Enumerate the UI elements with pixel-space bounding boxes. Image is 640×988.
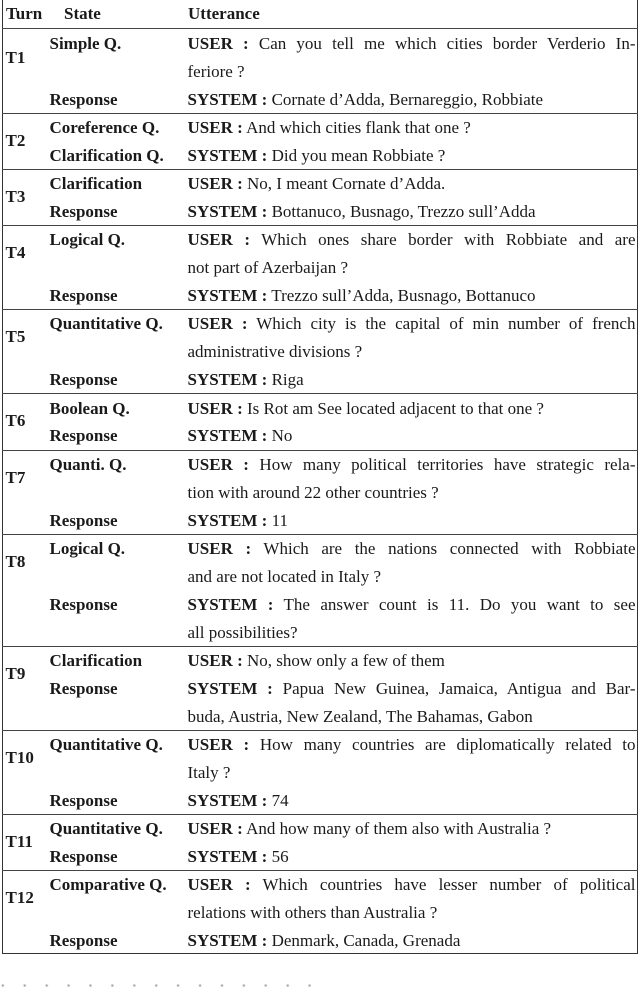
speaker-label: USER :: [187, 174, 243, 193]
utterance-text: Is Rot am See located adjacent to that one ?: [247, 399, 544, 418]
state-label: Response: [49, 595, 118, 614]
state-label: Quantitative Q.: [49, 819, 163, 838]
utterance-line: [188, 871, 636, 899]
state-label: Quantitative Q.: [49, 735, 163, 754]
utterance-line: [188, 254, 636, 282]
speaker-label: SYSTEM :: [187, 511, 268, 530]
utterance-text: How many countries are diplomatically related to: [259, 735, 636, 754]
state-label: Clarification Q.: [49, 146, 164, 165]
utterance-line: [188, 310, 636, 338]
utterance-line: [188, 86, 636, 114]
utterance-text: buda, Austria, New Zealand, The Bahamas, Gabon: [187, 707, 533, 726]
state-label: Response: [49, 90, 118, 109]
speaker-label: USER :: [187, 651, 243, 670]
turn-group: [2, 393, 638, 450]
utterance-text: No: [271, 426, 293, 445]
turn-label: T2: [5, 131, 26, 150]
utterance-text: Which are the nations connected with Robbiate: [263, 539, 636, 558]
utterance-line: [188, 899, 636, 927]
state-label: Response: [49, 426, 118, 445]
dialogue-table: [2, 0, 638, 954]
speaker-label: USER :: [187, 230, 251, 249]
turn-label: T9: [5, 664, 26, 683]
turn-group: [2, 646, 638, 730]
utterance-text: all possibilities?: [187, 623, 298, 642]
utterance-line: [188, 507, 636, 535]
utterance-line: [188, 927, 636, 955]
utterance-text: Italy ?: [187, 763, 231, 782]
speaker-label: SYSTEM :: [187, 791, 268, 810]
utterance-line: [188, 759, 636, 787]
state-label: Quantitative Q.: [49, 314, 163, 333]
turn-label: T11: [5, 832, 33, 851]
state-label: Response: [49, 931, 118, 950]
speaker-label: USER :: [187, 118, 243, 137]
utterance-text: Cornate d’Adda, Bernareggio, Robbiate: [271, 90, 544, 109]
utterance-line: [188, 451, 636, 479]
turn-group: [2, 169, 638, 225]
utterance-text: and are not located in Italy ?: [187, 567, 382, 586]
utterance-text: 56: [271, 847, 289, 866]
state-label: Clarification: [49, 174, 143, 193]
utterance-text: Denmark, Canada, Grenada: [271, 931, 461, 950]
turn-group: [2, 309, 638, 393]
utterance-line: [188, 479, 636, 507]
turn-group: [2, 28, 638, 113]
utterance-line: [188, 58, 636, 86]
utterance-text: How many political territories have strategic rela-: [259, 455, 636, 474]
utterance-text: Papua New Guinea, Jamaica, Antigua and Bar-: [282, 679, 636, 698]
speaker-label: USER :: [187, 819, 243, 838]
speaker-label: USER :: [187, 314, 248, 333]
utterance-text: Which city is the capital of min number of french: [256, 314, 636, 333]
speaker-label: SYSTEM :: [187, 370, 268, 389]
speaker-label: SYSTEM :: [187, 286, 268, 305]
utterance-line: [188, 591, 636, 619]
utterance-line: [188, 142, 636, 170]
turn-label: T4: [5, 243, 26, 262]
utterance-line: [188, 731, 636, 759]
utterance-line: [188, 535, 636, 563]
speaker-label: USER :: [187, 34, 249, 53]
utterance-line: [188, 170, 636, 198]
utterance-text: And how many of them also with Australia ?: [246, 819, 552, 838]
speaker-label: USER :: [187, 875, 251, 894]
utterance-text: Bottanuco, Busnago, Trezzo sull’Adda: [271, 202, 536, 221]
utterance-text: And which cities flank that one ?: [246, 118, 471, 137]
utterance-text: Which countries have lesser number of political: [262, 875, 636, 894]
speaker-label: USER :: [187, 455, 249, 474]
utterance-line: [188, 787, 636, 815]
turn-group: [2, 225, 638, 309]
utterance-line: [188, 282, 636, 310]
turn-label: T3: [5, 187, 26, 206]
speaker-label: SYSTEM :: [187, 679, 273, 698]
utterance-text: relations with others than Australia ?: [187, 903, 438, 922]
state-label: Response: [49, 511, 118, 530]
utterance-line: [188, 114, 636, 142]
turn-group: [2, 534, 638, 646]
state-label: Response: [49, 679, 118, 698]
turn-label: T7: [5, 468, 26, 487]
turn-label: T1: [5, 48, 26, 67]
utterance-text: not part of Azerbaijan ?: [187, 258, 348, 277]
utterance-line: [188, 366, 636, 394]
turn-group: [2, 450, 638, 534]
header-state: State: [64, 4, 101, 23]
speaker-label: USER :: [187, 539, 252, 558]
speaker-label: SYSTEM :: [187, 931, 268, 950]
state-label: Simple Q.: [49, 34, 122, 53]
state-label: Logical Q.: [49, 230, 126, 249]
utterance-text: administrative divisions ?: [187, 342, 363, 361]
header-utterance: Utterance: [188, 4, 260, 23]
utterance-line: [188, 647, 636, 675]
cut-off-body-text: · · · · · · · · · · · · · · ·: [0, 976, 319, 988]
utterance-text: No, I meant Cornate d’Adda.: [247, 174, 446, 193]
utterance-text: tion with around 22 other countries ?: [187, 483, 439, 502]
utterance-text: Riga: [271, 370, 304, 389]
speaker-label: SYSTEM :: [187, 426, 268, 445]
utterance-line: [188, 815, 636, 843]
state-label: Logical Q.: [49, 539, 126, 558]
header-turn: Turn: [6, 4, 43, 23]
turn-group: [2, 814, 638, 870]
state-label: Comparative Q.: [49, 875, 167, 894]
turn-group: [2, 730, 638, 814]
utterance-text: Did you mean Robbiate ?: [271, 146, 446, 165]
speaker-label: SYSTEM :: [187, 202, 268, 221]
utterance-text: 11: [271, 511, 288, 530]
state-label: Response: [49, 286, 118, 305]
turn-label: T12: [5, 888, 34, 907]
speaker-label: USER :: [187, 735, 250, 754]
state-label: Quanti. Q.: [49, 455, 127, 474]
utterance-line: [188, 198, 636, 226]
utterance-line: [188, 395, 636, 423]
state-label: Coreference Q.: [49, 118, 160, 137]
speaker-label: SYSTEM :: [187, 595, 274, 614]
utterance-line: [188, 30, 636, 58]
utterance-line: [188, 226, 636, 254]
state-label: Response: [49, 202, 118, 221]
utterance-line: [188, 563, 636, 591]
utterance-line: [188, 619, 636, 647]
utterance-text: No, show only a few of them: [247, 651, 445, 670]
utterance-text: feriore ?: [187, 62, 245, 81]
utterance-text: Trezzo sull’Adda, Busnago, Bottanuco: [271, 286, 536, 305]
utterance-line: [188, 843, 636, 871]
state-label: Boolean Q.: [49, 399, 130, 418]
speaker-label: SYSTEM :: [187, 90, 268, 109]
state-label: Response: [49, 370, 118, 389]
state-label: Response: [49, 847, 118, 866]
speaker-label: SYSTEM :: [187, 146, 268, 165]
turn-label: T8: [5, 552, 26, 571]
table-header: [3, 0, 639, 28]
state-label: Clarification: [49, 651, 143, 670]
utterance-line: [188, 422, 636, 450]
turn-label: T10: [5, 748, 34, 767]
utterance-text: The answer count is 11. Do you want to see: [283, 595, 636, 614]
utterance-text: Can you tell me which cities border Verderio In-: [258, 34, 636, 53]
turn-label: T5: [5, 327, 26, 346]
utterance-line: [188, 338, 636, 366]
speaker-label: USER :: [187, 399, 243, 418]
utterance-line: [188, 675, 636, 703]
utterance-text: 74: [271, 791, 289, 810]
utterance-text: Which ones share border with Robbiate and are: [261, 230, 636, 249]
state-label: Response: [49, 791, 118, 810]
turn-label: T6: [5, 411, 26, 430]
speaker-label: SYSTEM :: [187, 847, 268, 866]
utterance-line: [188, 703, 636, 731]
turn-group: [2, 870, 638, 954]
turn-group: [2, 113, 638, 169]
